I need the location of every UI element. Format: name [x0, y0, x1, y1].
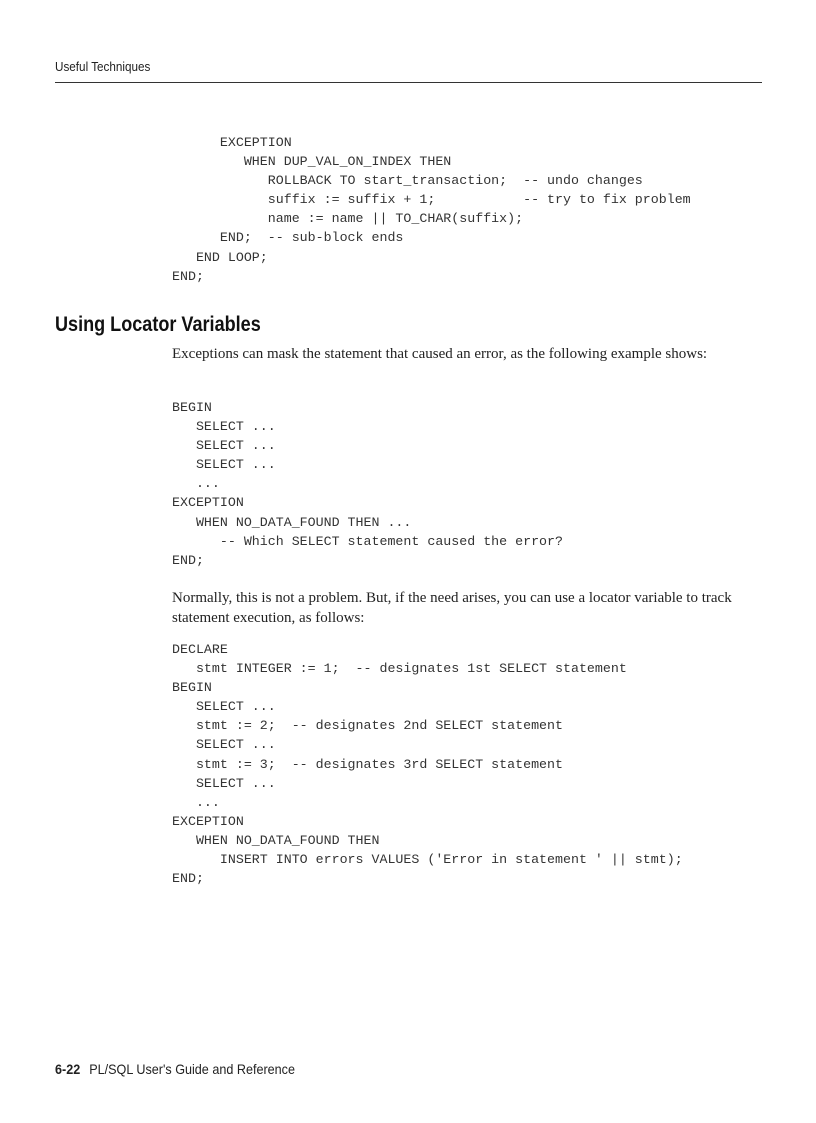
code-block-locator-variable: DECLARE stmt INTEGER := 1; -- designates 1st SELECT statement BEGIN SELECT ... stmt := 2; -- designates 2nd SELECT statement SELECT ... stmt := 3; -- designates 3rd SELECT statement SELECT ... ... EXCEPTION WHEN NO_DATA_FOUND THEN INSERT INTO errors VALUES ('Error in statement ' || stmt); END; [172, 642, 683, 887]
book-title: PL/SQL User's Guide and Reference [89, 1061, 295, 1077]
page-number: 6-22 [55, 1061, 81, 1077]
code-block-select-example: BEGIN SELECT ... SELECT ... SELECT ... ... EXCEPTION WHEN NO_DATA_FOUND THEN ... -- Which SELECT statement caused the error? END; [172, 400, 563, 568]
body-paragraph: Normally, this is not a problem. But, if the need arises, you can use a locator variable to track statement execution, as follows: [172, 590, 732, 626]
section-heading: Using Locator Variables [55, 313, 261, 336]
header-divider [55, 82, 762, 83]
page-footer [55, 1061, 295, 1077]
code-block-exception-handler: EXCEPTION WHEN DUP_VAL_ON_INDEX THEN ROLLBACK TO start_transaction; -- undo changes suffix := suffix + 1; -- try to fix problem name := name || TO_CHAR(suffix); END; -- sub-block ends END LOOP; END; [172, 135, 691, 284]
running-header: Useful Techniques [55, 59, 151, 74]
body-paragraph: Exceptions can mask the statement that caused an error, as the following example shows: [172, 346, 708, 362]
